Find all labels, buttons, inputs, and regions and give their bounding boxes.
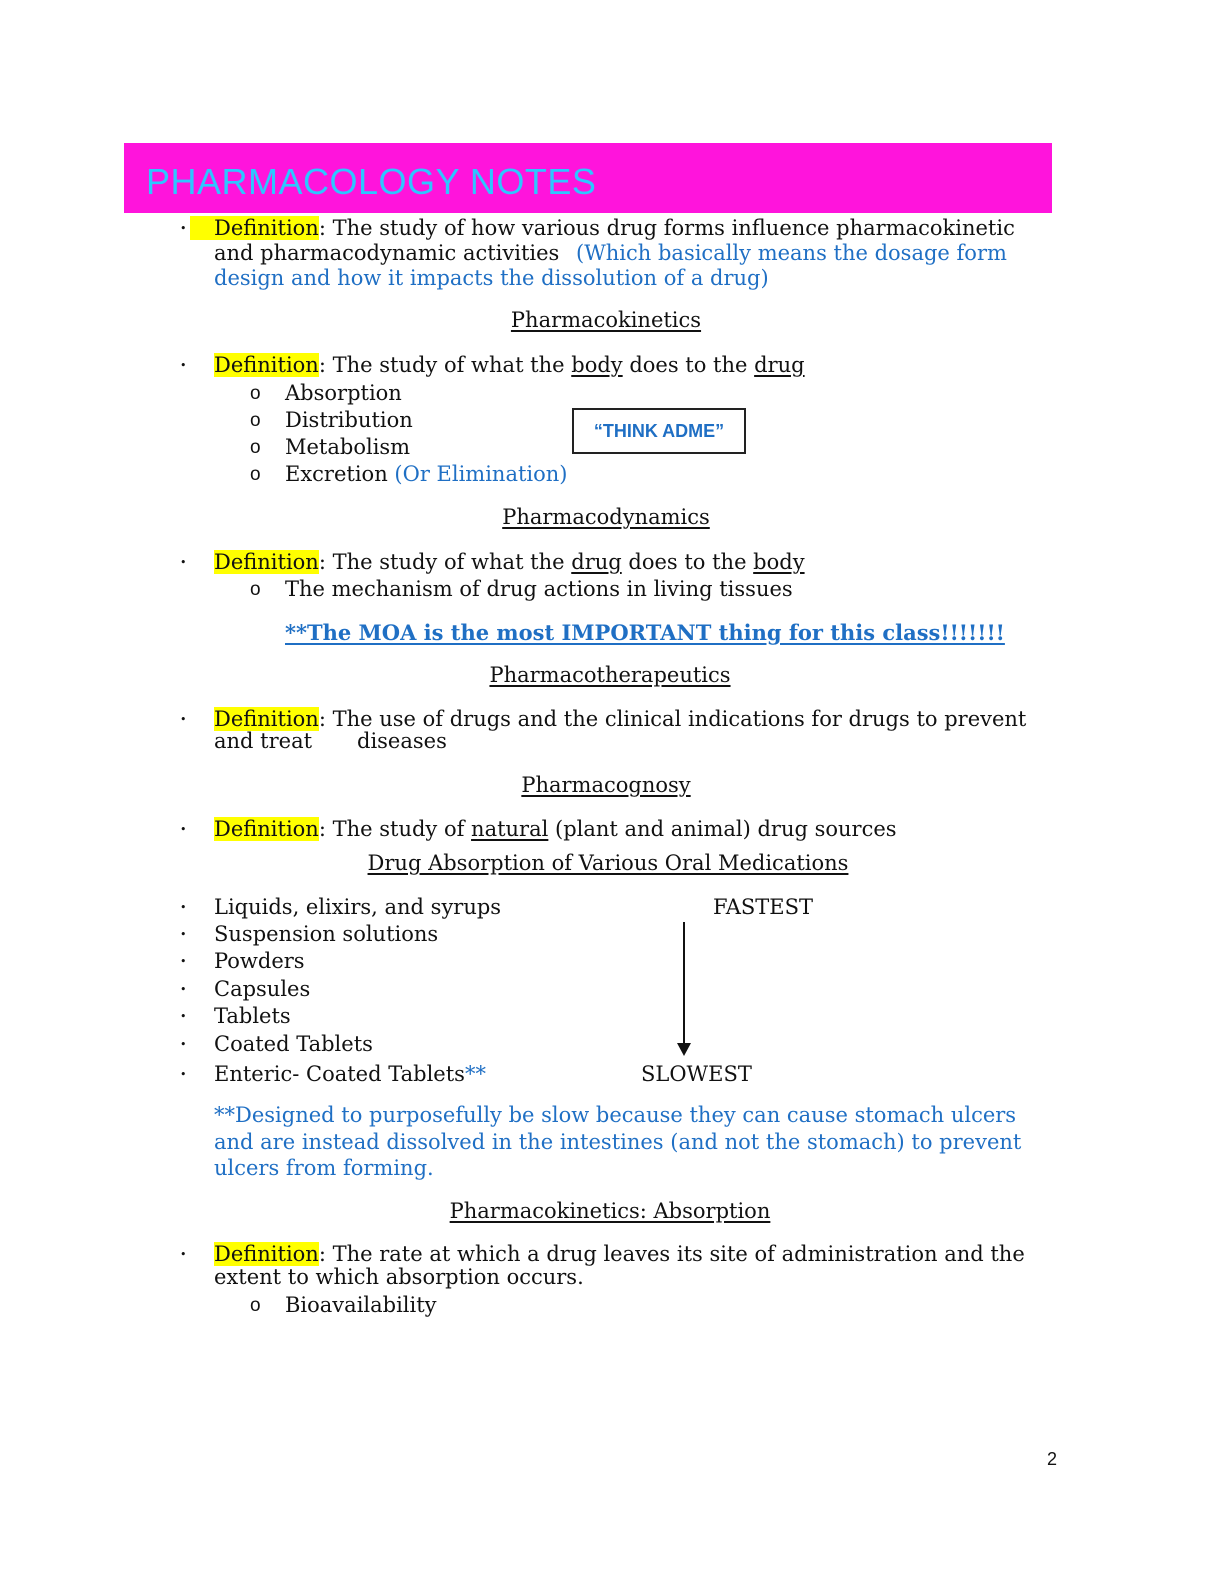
oral-item: Powders [214, 949, 305, 973]
bullet: • [180, 928, 187, 941]
bullet: • [180, 556, 187, 569]
pd-sub-item: The mechanism of drug actions in living tissues [285, 577, 793, 601]
heading-pharmacotherapeutics: Pharmacotherapeutics [489, 663, 731, 687]
heading-pharmacodynamics: Pharmacodynamics [502, 505, 710, 529]
oral-item: Enteric- Coated Tablets** [214, 1062, 486, 1086]
bullet: • [180, 955, 187, 968]
bullet: • [180, 222, 187, 235]
sub-bullet: o [250, 383, 261, 404]
pka-sub-item: Bioavailability [285, 1293, 437, 1317]
heading-pharmacognosy: Pharmacognosy [521, 773, 691, 797]
definition-label: Definition [214, 1242, 319, 1266]
adme-item-excretion: Excretion (Or Elimination) [285, 462, 568, 486]
enteric-note: **Designed to purposefully be slow because they can cause stomach ulcers and are instead dissolved in the intestines (and not the stomach) to prevent ulcers from forming. [214, 1103, 1022, 1180]
page-number: 2 [1047, 1449, 1058, 1469]
adme-item-absorption: Absorption [285, 381, 402, 405]
bullet: • [180, 713, 187, 726]
slowest-label: SLOWEST [641, 1062, 752, 1086]
intro-definition-line2: and pharmacodynamic activities [214, 241, 560, 265]
think-adme-callout: “THINK ADME” [572, 408, 746, 454]
definition-label: Definition [214, 707, 319, 731]
oral-item: Suspension solutions [214, 922, 439, 946]
adme-item-metabolism: Metabolism [285, 435, 411, 459]
pt-definition-line2b: diseases [357, 729, 447, 753]
title-banner [124, 143, 1052, 213]
sub-bullet: o [250, 579, 261, 600]
intro-blue-note: (Which basically means the dosage form design and how it impacts the dissolution of a drug) [214, 241, 1007, 290]
pt-definition-line1: Definition: The use of drugs and the clinical indications for drugs to prevent [214, 707, 1027, 731]
moa-important-note: **The MOA is the most IMPORTANT thing for this class!!!!!!! [285, 620, 1005, 645]
fastest-label: FASTEST [713, 895, 814, 919]
heading-oral-absorption: Drug Absorption of Various Oral Medications [367, 851, 849, 875]
pg-definition: Definition: The study of natural (plant and animal) drug sources [214, 817, 897, 841]
definition-label: Definition [214, 353, 319, 377]
oral-item: Coated Tablets [214, 1032, 373, 1056]
sub-bullet: o [250, 410, 261, 431]
bullet: • [180, 359, 187, 372]
bullet: • [180, 1010, 187, 1023]
speed-arrow-shaft [683, 922, 685, 1044]
pka-definition-line2: extent to which absorption occurs. [214, 1265, 584, 1289]
down-arrow-icon [677, 1043, 691, 1056]
sub-bullet: o [250, 437, 261, 458]
definition-label: Definition [214, 817, 319, 841]
excretion-note: (Or Elimination) [394, 462, 568, 486]
page-title: PHARMACOLOGY NOTES [146, 161, 597, 202]
sub-bullet: o [250, 1295, 261, 1316]
bullet: • [180, 1068, 187, 1081]
oral-item: Capsules [214, 977, 311, 1001]
heading-pk-absorption: Pharmacokinetics: Absorption [449, 1199, 771, 1223]
pk-definition: Definition: The study of what the body does to the drug [214, 353, 805, 377]
bullet: • [180, 983, 187, 996]
heading-pharmacokinetics: Pharmacokinetics [510, 308, 702, 332]
bullet: • [180, 901, 187, 914]
intro-definition-line1: Definition: The study of how various drug forms influence pharmacokinetic [190, 216, 1015, 241]
adme-item-distribution: Distribution [285, 408, 413, 432]
enteric-marker: ** [464, 1062, 486, 1086]
oral-item: Liquids, elixirs, and syrups [214, 895, 502, 919]
pt-definition-line2a: and treat [214, 729, 313, 753]
bullet: • [180, 1248, 187, 1261]
sub-bullet: o [250, 464, 261, 485]
bullet: • [180, 1038, 187, 1051]
pd-definition: Definition: The study of what the drug does to the body [214, 550, 805, 574]
definition-label: Definition [214, 550, 319, 574]
bullet: • [180, 823, 187, 836]
oral-item: Tablets [214, 1004, 291, 1028]
pka-definition-line1: Definition: The rate at which a drug leaves its site of administration and the [214, 1242, 1025, 1266]
definition-label: Definition [190, 216, 319, 240]
